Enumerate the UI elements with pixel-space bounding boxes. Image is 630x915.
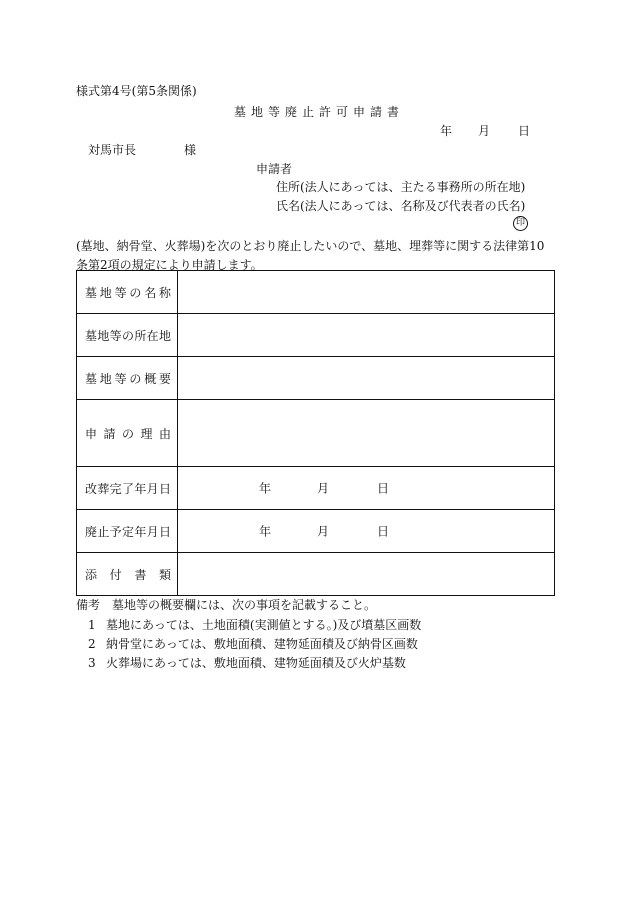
remarks-item-text: 納骨堂にあっては、敷地面積、建物延面積及び納骨区画数 (106, 637, 418, 651)
application-statement: (墓地、納骨堂、火葬場)を次のとおり廃止したいので、墓地、埋葬等に関する法律第10条第2項の規定により申請します。 (76, 239, 545, 272)
date-month: 月 (478, 124, 491, 138)
reburial-day-unit: 日 (377, 481, 390, 496)
seal-mark: 印 (513, 216, 528, 231)
table-row (77, 553, 555, 596)
table-row (77, 314, 555, 357)
remarks-item-text: 墓地にあっては、土地面積(実測値とする。)及び墳墓区画数 (106, 618, 422, 632)
cemetery-name-field[interactable] (178, 271, 555, 314)
applicant-name-label: 氏名(法人にあっては、名称及び代表者の氏名) (276, 199, 526, 213)
planned-abolition-date-field[interactable] (178, 510, 555, 553)
table-row (77, 510, 555, 553)
row-label-reburial-completion-date: 改葬完了年月日 (77, 467, 178, 510)
application-form-table (76, 270, 555, 596)
date-day: 日 (518, 124, 531, 138)
row-label-reason: 申請の理由 (77, 400, 178, 467)
remarks-item (88, 656, 406, 670)
table-row (77, 271, 555, 314)
form-number: 様式第4号(第5条関係) (76, 84, 197, 98)
table-row (77, 467, 555, 510)
addressee (88, 143, 196, 157)
cemetery-overview-field[interactable] (178, 357, 555, 400)
row-label-planned-abolition-date: 廃止予定年月日 (77, 510, 178, 553)
applicant-label: 申請者 (256, 162, 293, 176)
abolition-month-unit: 月 (317, 524, 330, 539)
application-date (440, 124, 530, 138)
row-label-cemetery-name: 墓地等の名称 (77, 271, 178, 314)
remarks-item-number: 1 (88, 618, 96, 632)
reburial-year-unit: 年 (259, 481, 272, 496)
remarks-item (88, 637, 418, 651)
applicant-address-label: 住所(法人にあっては、主たる事務所の所在地) (276, 180, 526, 194)
attachments-field[interactable] (178, 553, 555, 596)
remarks-item (88, 618, 421, 632)
table-row (77, 400, 555, 467)
row-label-attachments: 添付書類 (77, 553, 178, 596)
abolition-day-unit: 日 (377, 524, 390, 539)
reburial-month-unit: 月 (317, 481, 330, 496)
remarks-item-number: 2 (88, 637, 96, 651)
cemetery-location-field[interactable] (178, 314, 555, 357)
table-row (77, 357, 555, 400)
remarks (76, 598, 376, 612)
abolition-year-unit: 年 (259, 524, 272, 539)
addressee-suffix: 様 (184, 143, 197, 157)
remarks-heading: 備考 (76, 598, 101, 612)
document-title: 墓地等廃止許可申請書 (233, 105, 404, 119)
addressee-name: 対馬市長 (88, 143, 137, 157)
row-label-cemetery-location: 墓地等の所在地 (77, 314, 178, 357)
date-year: 年 (440, 124, 453, 138)
remarks-intro: 墓地等の概要欄には、次の事項を記載すること。 (112, 598, 377, 612)
remarks-item-text: 火葬場にあっては、敷地面積、建物延面積及び火炉基数 (106, 656, 406, 670)
remarks-item-number: 3 (88, 656, 96, 670)
reburial-completion-date-field[interactable] (178, 467, 555, 510)
row-label-cemetery-overview: 墓地等の概要 (77, 357, 178, 400)
reason-field[interactable] (178, 400, 555, 467)
